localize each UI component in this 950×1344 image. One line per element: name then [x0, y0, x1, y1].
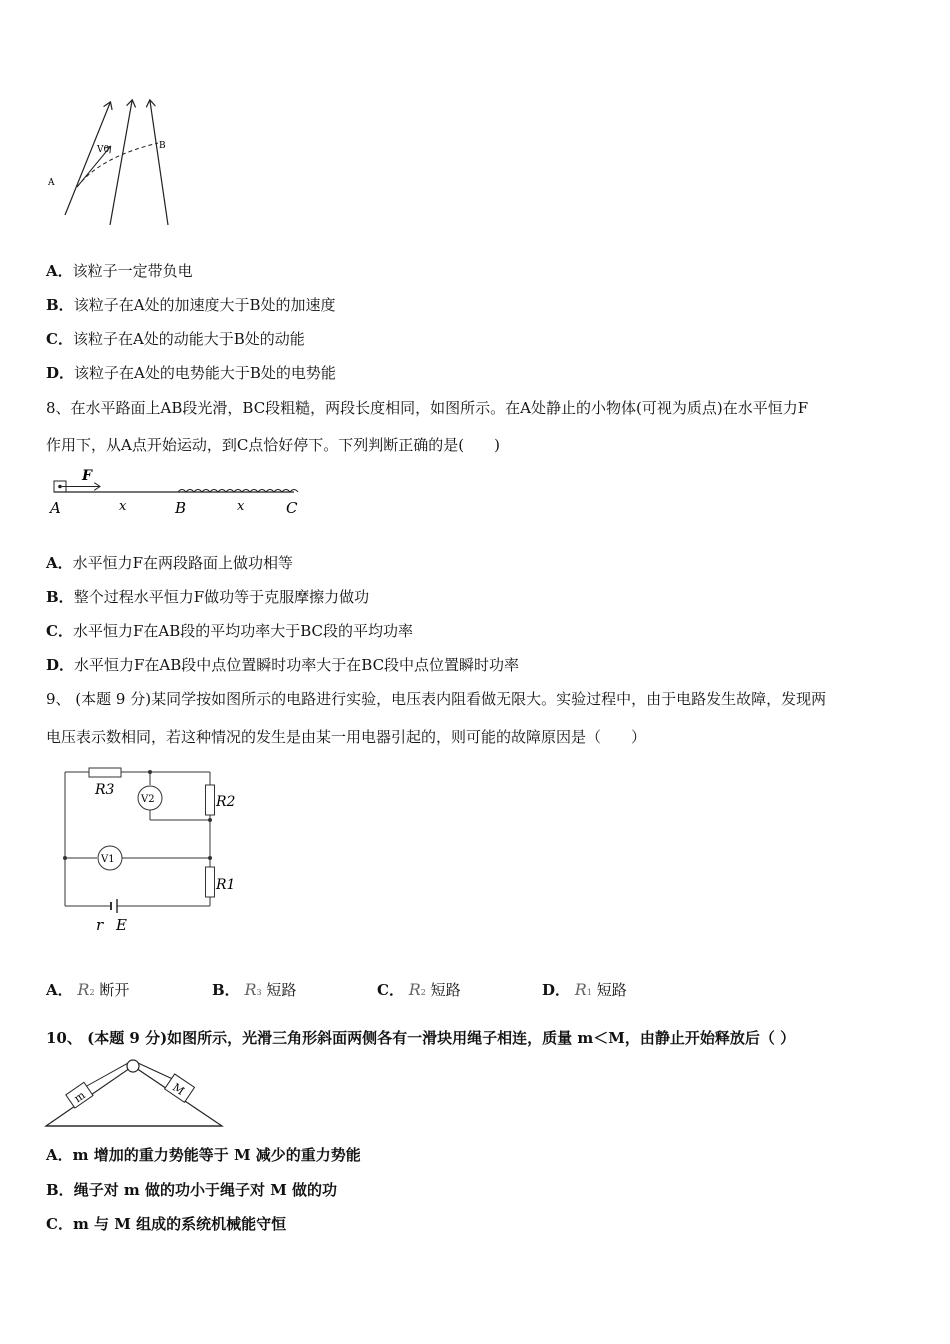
q8-stem-line2: 作用下，从A点开始运动，到C点恰好停下。下列判断正确的是( )	[46, 436, 501, 454]
q8-option-b: B．整个过程水平恒力F做功等于克服摩擦力做功	[46, 588, 370, 606]
label-v2: V2	[141, 794, 155, 805]
label-e: E	[116, 916, 127, 934]
block-m	[66, 1082, 93, 1108]
label-r1: R1	[216, 877, 236, 893]
label-r3: R3	[95, 782, 115, 798]
q8-option-d: D．水平恒力F在AB段中点位置瞬时功率大于在BC段中点位置瞬时功率	[46, 656, 520, 674]
q8-option-c: C．水平恒力F在AB段的平均功率大于BC段的平均功率	[46, 622, 413, 640]
q10-option-b: B．绳子对 m 做的功小于绳子对 M 做的功	[46, 1181, 338, 1199]
label-b: B	[159, 141, 166, 151]
q9-stem-line1: 9、 (本题 9 分)某同学按如图所示的电路进行实验，电压表内阻看做无限大。实验过程中，由于电路发生故障，发现两	[46, 690, 827, 708]
label-force-f: F	[82, 468, 92, 484]
q9-option-c: C． R2 短路	[377, 980, 461, 999]
q10-option-c: C．m 与 M 组成的系统机械能守恒	[46, 1215, 287, 1233]
block-big-m	[165, 1074, 195, 1102]
field-line-3	[150, 101, 168, 225]
label-point-a: A	[50, 499, 61, 517]
label-v0: V0	[97, 145, 110, 155]
rope-left	[85, 1063, 128, 1087]
label-point-c: C	[286, 499, 298, 517]
q10-stem: 10、 (本题 9 分)如图所示，光滑三角形斜面两侧各有一滑块用绳子相连，质量 m＜M，由静止开始释放后（ ）	[46, 1029, 796, 1047]
q9-stem-line2: 电压表示数相同，若这种情况的发生是由某一用电器引起的，则可能的故障原因是（ ）	[46, 728, 647, 746]
label-x2: x	[237, 499, 245, 514]
q7-option-b: B．该粒子在A处的加速度大于B处的加速度	[46, 296, 336, 314]
q10-option-a: A．m 增加的重力势能等于 M 减少的重力势能	[46, 1146, 361, 1164]
resistor-r2	[206, 785, 215, 815]
svg-text:m: m	[71, 1088, 88, 1106]
q7-option-c: C．该粒子在A处的动能大于B处的动能	[46, 330, 305, 348]
q8-option-a: A．水平恒力F在两段路面上做功相等	[46, 554, 294, 572]
label-r2: R2	[216, 794, 236, 810]
label-point-b: B	[175, 499, 187, 517]
circuit-diagram	[55, 760, 255, 940]
field-lines-figure	[40, 95, 190, 230]
q7-option-a: A．该粒子一定带负电	[46, 262, 193, 280]
resistor-r3	[89, 768, 121, 777]
q9-option-b: B． R3 短路	[212, 980, 297, 999]
incline-figure	[44, 1058, 229, 1133]
resistor-r1	[206, 867, 215, 897]
q9-option-a: A． R2 断开	[46, 980, 130, 999]
q8-stem-line1: 8、在水平路面上AB段光滑，BC段粗糙，两段长度相同，如图所示。在A处静止的小物体(可视为质点)在水平恒力F	[46, 399, 809, 417]
road-figure	[44, 465, 314, 520]
label-r: r	[96, 916, 104, 934]
field-line-1	[65, 103, 110, 215]
q7-option-d: D．该粒子在A处的电势能大于B处的电势能	[46, 364, 336, 382]
pulley	[127, 1060, 139, 1072]
q9-option-d: D． R1 短路	[542, 980, 627, 999]
label-a: A	[48, 178, 55, 188]
field-line-2	[110, 101, 132, 225]
label-v1: V1	[101, 854, 115, 865]
label-x1: x	[119, 499, 127, 514]
svg-text:M: M	[170, 1080, 187, 1098]
